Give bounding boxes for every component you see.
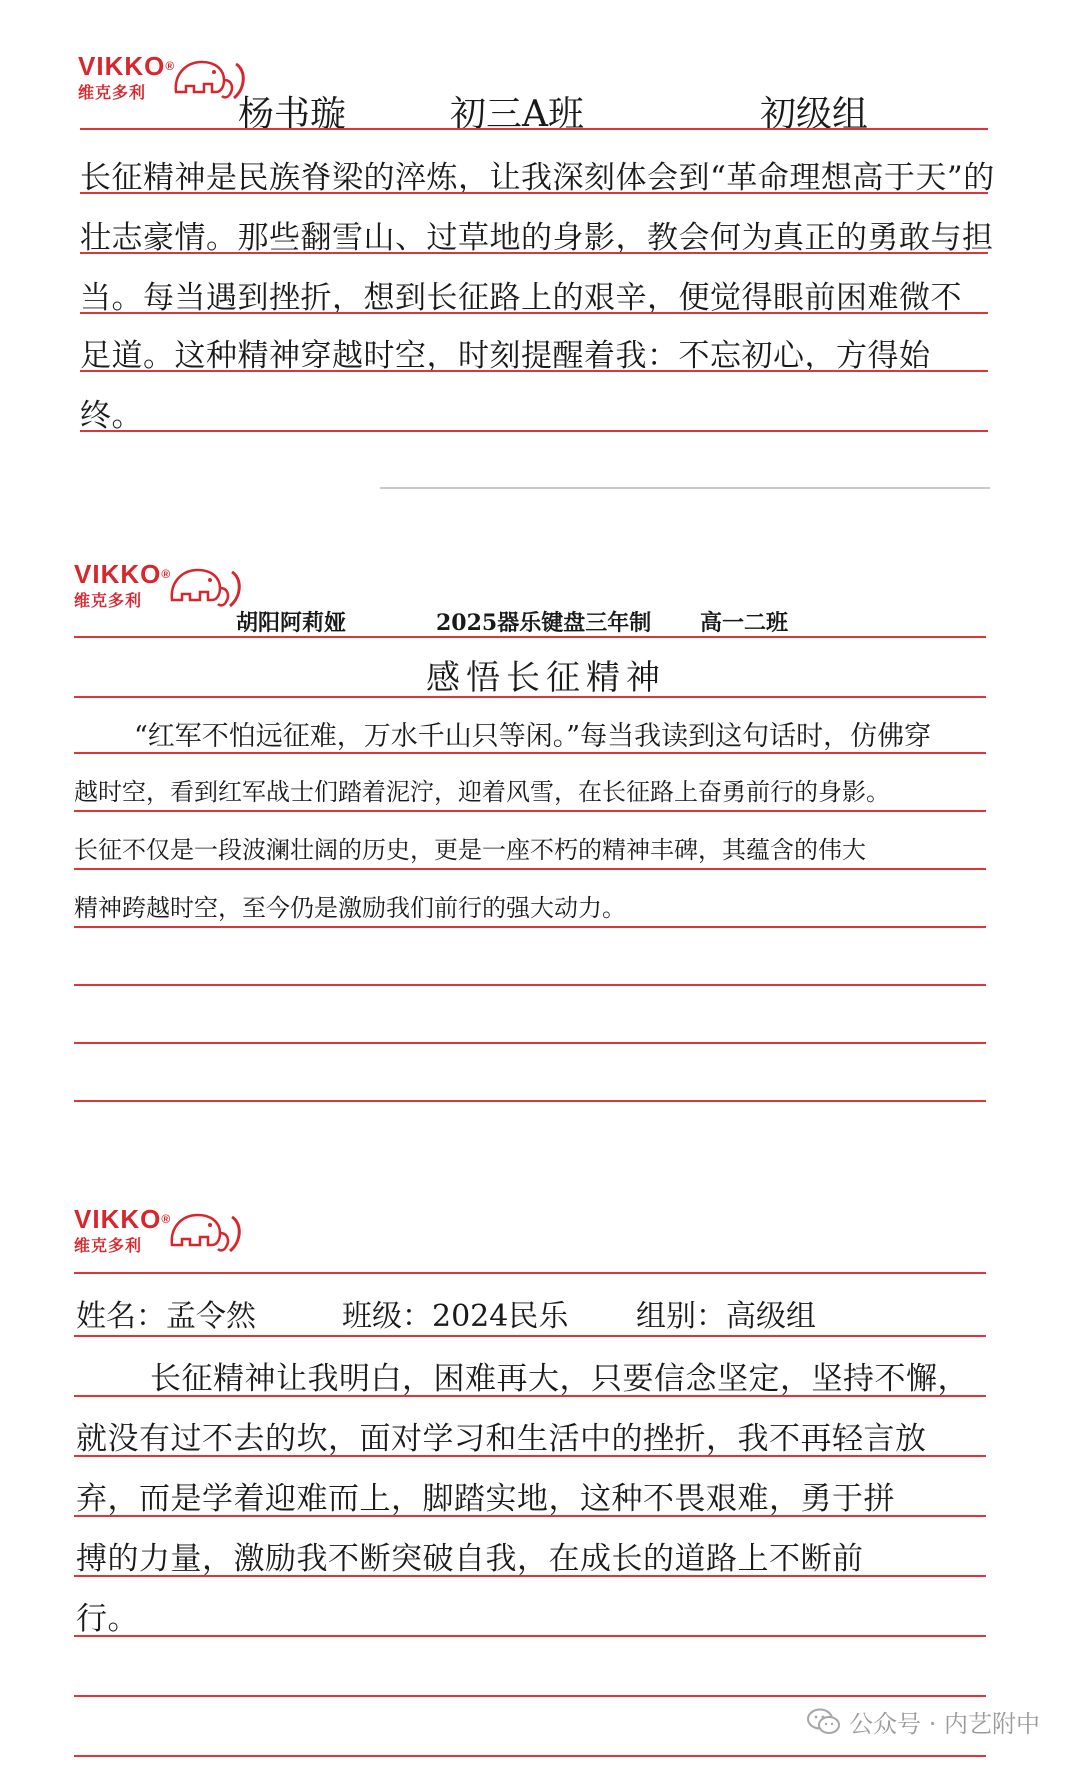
essay-line: 长征精神是民族脊梁的淬炼，让我深刻体会到“革命理想高于天”的 [80,160,995,196]
rule-line [74,1755,986,1757]
rule-line [74,1272,986,1274]
rule-line [74,636,986,638]
student-class: 班级：2024民乐 [342,1299,569,1334]
registered-mark: ® [161,1212,172,1226]
rule-line [80,312,988,314]
student-group: 高一二班 [700,610,789,636]
rule-line [74,696,986,698]
student-class: 初三A班 [450,94,584,135]
rule-line [74,1455,986,1457]
student-name: 杨书璇 [238,94,347,135]
brand-name-cn: 维克多利 [74,591,143,610]
essay-line: 当。每当遇到挫折，想到长征路上的艰辛，便觉得眼前困难微不 [80,280,962,316]
watermark-text: 公众号 · 内艺附中 [849,1710,1040,1738]
essay-line: 壮志豪情。那些翻雪山、过草地的身影，教会何为真正的勇敢与担 [80,220,994,256]
student-name: 姓名：孟令然 [76,1299,256,1334]
student-group: 组别：高级组 [636,1299,816,1334]
essay-sheet-1 [0,0,1080,470]
rule-line [74,1395,986,1397]
rule-line [74,1575,986,1577]
registered-mark: ® [165,59,176,73]
rule-line [74,868,986,870]
essay-line: 长征精神让我明白，困难再大，只要信念坚定，坚持不懈， [150,1361,969,1397]
elephant-logo-icon [164,1207,244,1257]
brand-name-cn: 维克多利 [78,83,147,102]
rule-line [80,430,988,432]
essay-line: 弃，而是学着迎难而上，脚踏实地，这种不畏艰难，勇于拼 [76,1481,895,1517]
brand-name-en: VIKKO [78,51,166,81]
rule-line [74,1335,986,1337]
rule-line [74,1635,986,1637]
registered-mark: ® [161,567,172,581]
student-class: 2025器乐键盘三年制 [436,610,652,636]
essay-line: 行。 [76,1601,139,1637]
essay-sheet-2 [0,550,1080,1130]
rule-line [74,810,986,812]
brand-name-en: VIKKO [74,1204,162,1234]
rule-line [74,1100,986,1102]
elephant-logo-icon [164,562,244,612]
rule-line [74,752,986,754]
rule-line [80,192,988,194]
essay-line: 就没有过不去的坎，面对学习和生活中的挫折，我不再轻言放 [76,1421,927,1457]
essay-line: 搏的力量，激励我不断突破自我，在成长的道路上不断前 [76,1541,864,1577]
rule-line [74,926,986,928]
student-group: 初级组 [760,94,869,135]
student-name: 胡阳阿莉娅 [236,610,347,636]
rule-line [80,370,988,372]
essay-line: “红军不怕远征难，万水千山只等闲。”每当我读到这句话时，仿佛穿 [134,721,932,752]
wechat-icon [807,1708,841,1736]
brand-name-en: VIKKO [74,559,162,589]
essay-line: 终。 [80,398,143,434]
essay-title: 感悟长征精神 [426,658,666,698]
elephant-logo-icon [168,54,248,104]
essay-sheet-3 [0,1195,1080,1769]
rule-line [74,984,986,986]
rule-line [74,1695,986,1697]
rule-line [74,1042,986,1044]
essay-line: 长征不仅是一段波澜壮阔的历史，更是一座不朽的精神丰碑，其蕴含的伟大 [74,836,866,864]
rule-line [80,128,988,130]
rule-line [80,252,988,254]
brand-name-cn: 维克多利 [74,1236,143,1255]
watermark [807,1704,1040,1739]
brand-logo [74,1205,274,1265]
essay-line: 精神跨越时空，至今仍是激励我们前行的强大动力。 [74,894,626,922]
rule-line [380,487,990,489]
essay-line: 足道。这种精神穿越时空，时刻提醒着我：不忘初心，方得始 [80,338,931,374]
essay-line: 越时空，看到红军战士们踏着泥泞，迎着风雪，在长征路上奋勇前行的身影。 [74,778,890,806]
rule-line [74,1515,986,1517]
